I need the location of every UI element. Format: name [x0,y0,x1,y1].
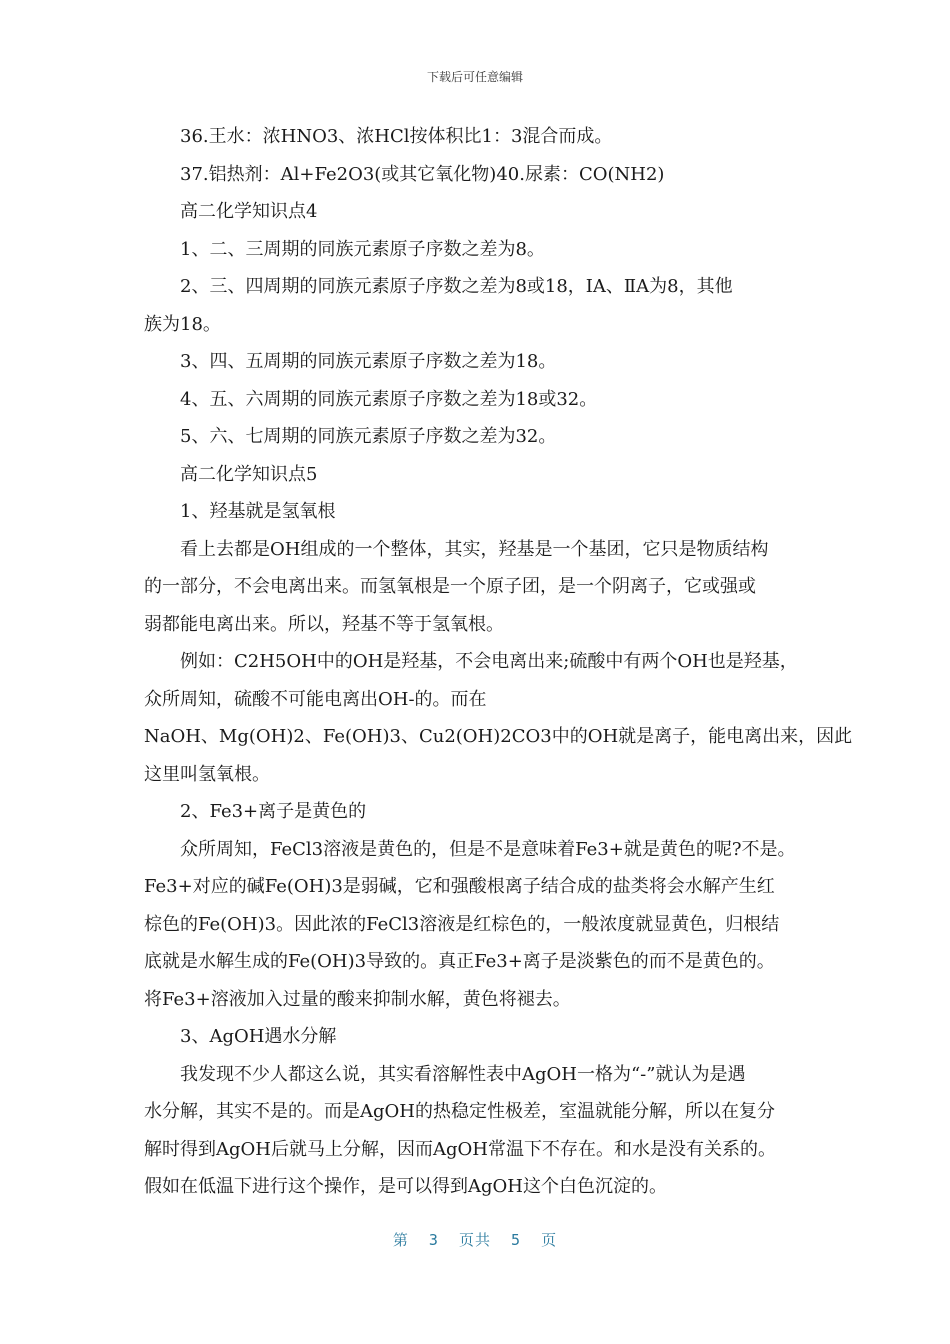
text-line: 3、四、五周期的同族元素原子序数之差为18。 [180,351,557,372]
text-line: 假如在低温下进行这个操作，是可以得到AgOH这个白色沉淀的。 [144,1176,667,1197]
text-line: 看上去都是OH组成的一个整体，其实，羟基是一个基团，它只是物质结构 [180,538,769,560]
text-line: 的一部分，不会电离出来。而氢氧根是一个原子团，是一个阴离子，它或强或 [144,576,756,597]
current-page-number: 3 [428,1231,439,1249]
text-line: 36.王水：浓HNO3、浓HCl按体积比1：3混合而成。 [180,126,613,147]
text-line: 5、六、七周期的同族元素原子序数之差为32。 [180,426,557,447]
text-line: 4、五、六周期的同族元素原子序数之差为18或32。 [180,388,598,410]
subheading: 1、羟基就是氢氧根 [180,501,336,522]
text-line: 棕色的Fe(OH)3。因此浓的FeCl3溶液是红棕色的，一般浓度就显黄色，归根结 [144,913,780,935]
text-line: 2、三、四周期的同族元素原子序数之差为8或18，ⅠA、ⅡA为8，其他 [180,276,733,297]
text-line: 将Fe3+溶液加入过量的酸来抑制水解，黄色将褪去。 [144,988,571,1010]
text-line: 水分解，其实不是的。而是AgOH的热稳定性极差，室温就能分解，所以在复分 [144,1101,775,1122]
text-line: 弱都能电离出来。所以，羟基不等于氢氧根。 [144,613,504,635]
footer-mid: 页共 [458,1231,491,1249]
text-line: 众所周知，FeCl3溶液是黄色的，但是不是意味着Fe3+就是黄色的呢?不是。 [180,838,796,860]
text-line: 这里叫氢氧根。 [144,763,270,785]
page-footer [0,1229,950,1250]
text-line: 37.铝热剂：Al+Fe2O3(或其它氧化物)40.尿素：CO(NH2) [180,163,665,185]
text-line: 底就是水解生成的Fe(OH)3导致的。真正Fe3+离子是淡紫色的而不是黄色的。 [144,951,775,972]
text-line: Fe3+对应的碱Fe(OH)3是弱碱，它和强酸根离子结合成的盐类将会水解产生红 [144,876,775,897]
footer-suffix: 页 [541,1231,558,1249]
text-line: 例如：C2H5OH中的OH是羟基，不会电离出来;硫酸中有两个OH也是羟基， [180,651,798,672]
text-line: 1、二、三周期的同族元素原子序数之差为8。 [180,238,545,260]
document-body [144,118,853,1206]
page-header: 下载后可任意编辑 [426,70,523,84]
text-line: 解时得到AgOH后就马上分解，因而AgOH常温下不存在。和水是没有关系的。 [144,1138,776,1160]
subheading: 2、Fe3+离子是黄色的 [180,801,367,822]
subheading: 3、AgOH遇水分解 [180,1026,337,1047]
footer-prefix: 第 [392,1231,409,1249]
text-line: 族为18。 [144,313,221,335]
text-line: NaOH、Mg(OH)2、Fe(OH)3、Cu2(OH)2CO3中的OH就是离子，能电离出来，因此 [144,726,853,747]
total-page-number: 5 [511,1231,522,1249]
section-heading: 高二化学知识点4 [180,201,318,222]
text-line: 众所周知，硫酸不可能电离出OH-的。而在 [144,688,487,710]
section-heading: 高二化学知识点5 [180,463,318,485]
text-line: 我发现不少人都这么说，其实看溶解性表中AgOH一格为“-”就认为是遇 [180,1063,746,1085]
